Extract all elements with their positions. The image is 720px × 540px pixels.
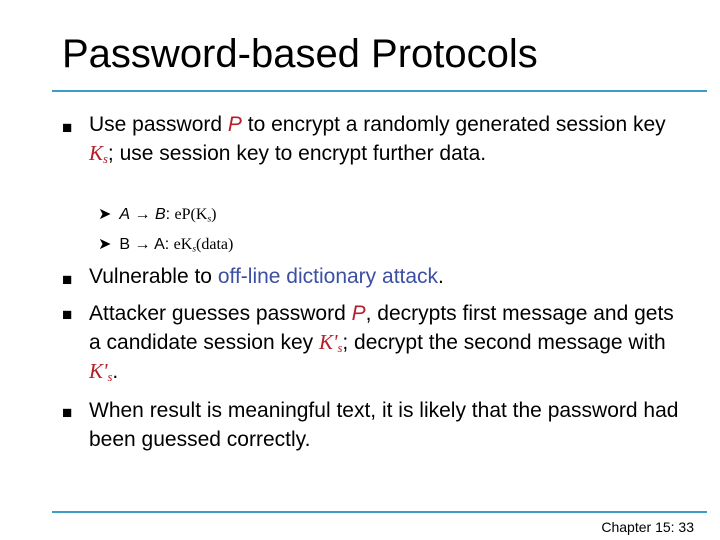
bullet-1-text-part: to encrypt a randomly generated session key — [241, 113, 666, 136]
bullet-text-3 — [89, 299, 689, 386]
variable-Ks — [89, 141, 108, 165]
square-bullet-icon: ■ — [62, 270, 73, 289]
variable-K-prime-s — [319, 330, 342, 354]
variable-K: K — [89, 141, 104, 165]
message-expression — [174, 236, 234, 253]
bullet-text-1 — [89, 110, 689, 168]
expression-text: eK — [173, 236, 193, 253]
bullet-2-text-part: Vulnerable to — [89, 265, 218, 288]
message-expression — [175, 206, 217, 223]
variable-K-prime: K' — [318, 330, 338, 354]
bullet-3-text-part: Attacker guesses password — [89, 302, 352, 325]
party-A: A — [154, 236, 165, 253]
variable-K-prime: K' — [89, 359, 108, 383]
expression-text: eP(K — [174, 206, 208, 223]
sub-bullet-1 — [98, 205, 217, 225]
subscript-s: s — [337, 341, 343, 356]
colon-separator: : — [165, 206, 175, 223]
arrowhead-bullet-icon: ➤ — [98, 236, 112, 253]
footer-divider — [52, 511, 707, 513]
variable-K-prime-s — [89, 359, 112, 383]
subscript-s: s — [192, 243, 197, 255]
slide-number: Chapter 15: 33 — [601, 519, 694, 535]
right-arrow-icon: → — [134, 236, 151, 253]
bullet-text-4: When result is meaningful text, it is likely that the password had been guessed correctly. — [89, 399, 679, 451]
subscript-s: s — [107, 370, 113, 385]
subscript-s: s — [103, 152, 108, 167]
bullet-3-text-part: . — [112, 360, 119, 383]
expression-text: (data) — [196, 236, 234, 253]
variable-P: P — [227, 113, 242, 136]
sub-bullet-2 — [98, 235, 233, 255]
bullet-1-text-part: Use password — [89, 113, 228, 136]
bullet-3-text-part: , decrypts first message and gets a candidate session key — [89, 302, 674, 354]
bullet-text-2 — [89, 262, 689, 291]
right-arrow-icon: → — [134, 206, 151, 223]
highlighted-term: off-line dictionary attack — [217, 265, 439, 288]
party-A: A — [119, 206, 131, 223]
page-title: Password-based Protocols — [62, 32, 538, 76]
party-B: B — [119, 236, 131, 253]
variable-P: P — [351, 302, 366, 325]
square-bullet-icon: ■ — [62, 403, 73, 422]
title-divider — [52, 90, 707, 92]
subscript-s: s — [207, 213, 212, 225]
expression-text: ) — [211, 206, 217, 223]
square-bullet-icon: ■ — [62, 118, 73, 137]
square-bullet-icon: ■ — [62, 305, 73, 324]
bullet-3-text-part: ; decrypt the second message with — [342, 331, 666, 354]
bullet-2-text-part: . — [438, 265, 444, 288]
arrowhead-bullet-icon: ➤ — [98, 206, 112, 223]
colon-separator: : — [164, 236, 174, 253]
party-B: B — [154, 206, 166, 223]
bullet-1-text-part: ; use session key to encrypt further data. — [107, 142, 487, 165]
